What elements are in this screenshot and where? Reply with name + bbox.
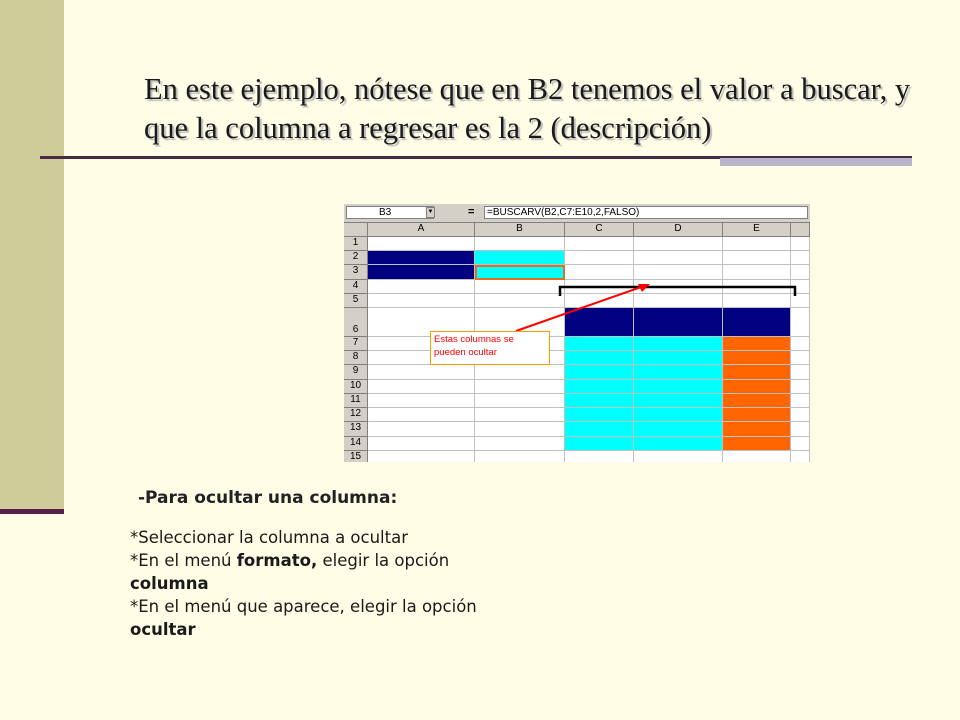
title-rule-accent [720, 158, 912, 166]
left-accent-line [0, 509, 64, 514]
step-2-cont: columna [130, 574, 209, 593]
row-header-7[interactable]: 7 [344, 337, 368, 351]
table-header[interactable] [565, 308, 634, 337]
table-cell-code[interactable] [565, 380, 634, 394]
cell[interactable] [565, 294, 634, 308]
cell[interactable] [475, 437, 565, 451]
step-3: *En el menú que aparece, elegir la opción [130, 597, 477, 616]
cell[interactable] [723, 294, 791, 308]
instructions-list [130, 526, 650, 641]
column-header-e[interactable]: E [723, 223, 791, 237]
cell[interactable] [368, 422, 475, 437]
table-cell-desc[interactable] [634, 337, 723, 351]
cell[interactable] [368, 451, 475, 462]
row-header-12[interactable]: 12 [344, 408, 368, 422]
row-header-1[interactable]: 1 [344, 237, 368, 251]
table-cell-desc[interactable] [634, 351, 723, 365]
cell[interactable] [791, 280, 810, 294]
cell[interactable] [791, 351, 810, 365]
table-cell-code[interactable] [565, 437, 634, 451]
cell[interactable] [368, 365, 475, 380]
cell[interactable] [791, 394, 810, 408]
cell[interactable] [634, 294, 723, 308]
row-header-15[interactable]: 15 [344, 451, 368, 462]
cell[interactable] [791, 365, 810, 380]
equals-sign: = [468, 206, 475, 218]
row-header-9[interactable]: 9 [344, 365, 368, 380]
formula-input[interactable]: =BUSCARV(B2,C7:E10,2,FALSO) [484, 206, 808, 219]
excel-screenshot [344, 204, 810, 462]
table-cell-code[interactable] [565, 408, 634, 422]
cell[interactable] [634, 451, 723, 462]
table-cell-rate[interactable] [723, 394, 791, 408]
cell[interactable] [565, 451, 634, 462]
cell[interactable] [565, 265, 634, 280]
row-header-13[interactable]: 13 [344, 422, 368, 437]
table-cell-code[interactable] [565, 422, 634, 437]
cell[interactable] [475, 394, 565, 408]
cell[interactable] [475, 408, 565, 422]
slide-title: En este ejemplo, nótese que en B2 tenemos el valor a buscar, y que la columna a regresar es la 2 (descripción) [144, 72, 911, 145]
cell[interactable] [634, 251, 723, 265]
chevron-down-icon[interactable]: ▼ [426, 207, 435, 218]
cell[interactable] [723, 265, 791, 280]
cell-b2[interactable] [475, 251, 565, 265]
left-accent-bar [0, 0, 64, 510]
cell[interactable] [791, 437, 810, 451]
cell[interactable] [723, 251, 791, 265]
cell-a3[interactable] [368, 265, 475, 280]
row-header-4[interactable]: 4 [344, 280, 368, 294]
column-header-c[interactable]: C [565, 223, 634, 237]
row-header-5[interactable]: 5 [344, 294, 368, 308]
cell[interactable] [475, 280, 565, 294]
table-header[interactable] [723, 308, 791, 337]
cell[interactable] [791, 422, 810, 437]
cell[interactable] [475, 451, 565, 462]
table-cell-desc[interactable] [634, 422, 723, 437]
table-cell-desc[interactable] [634, 380, 723, 394]
column-header-b[interactable]: B [475, 223, 565, 237]
cell[interactable] [368, 294, 475, 308]
row-header-8[interactable]: 8 [344, 351, 368, 365]
table-cell-rate[interactable] [723, 351, 791, 365]
cell-a2[interactable] [368, 251, 475, 265]
column-header-a[interactable]: A [368, 223, 475, 237]
table-cell-desc[interactable] [634, 394, 723, 408]
cell[interactable] [723, 237, 791, 251]
cell[interactable] [475, 422, 565, 437]
cell[interactable] [368, 380, 475, 394]
table-cell-code[interactable] [565, 394, 634, 408]
cell[interactable] [368, 408, 475, 422]
cell[interactable] [791, 408, 810, 422]
cell[interactable] [791, 308, 810, 337]
row-header-11[interactable]: 11 [344, 394, 368, 408]
cell[interactable] [634, 280, 723, 294]
row-header-3[interactable]: 3 [344, 265, 368, 280]
table-cell-rate[interactable] [723, 437, 791, 451]
table-cell-code[interactable] [565, 365, 634, 380]
table-cell-rate[interactable] [723, 422, 791, 437]
table-cell-code[interactable] [565, 351, 634, 365]
table-cell-desc[interactable] [634, 437, 723, 451]
row-header-14[interactable]: 14 [344, 437, 368, 451]
table-cell-desc[interactable] [634, 408, 723, 422]
cell[interactable] [791, 265, 810, 280]
instructions-heading: -Para ocultar una columna: [138, 488, 398, 508]
callout-note: Estas columnas se pueden ocultar [430, 331, 550, 365]
table-cell-rate[interactable] [723, 337, 791, 351]
cell[interactable] [791, 294, 810, 308]
step-2: *En el menú formato, elegir la opción [130, 551, 450, 570]
row-header-2[interactable]: 2 [344, 251, 368, 265]
cell[interactable] [634, 265, 723, 280]
cell[interactable] [475, 380, 565, 394]
table-cell-rate[interactable] [723, 408, 791, 422]
table-cell-code[interactable] [565, 337, 634, 351]
cell[interactable] [475, 294, 565, 308]
row-header-6[interactable]: 6 [344, 308, 368, 337]
column-header-blank[interactable] [791, 223, 810, 237]
step-1: *Seleccionar la columna a ocultar [130, 528, 408, 547]
table-cell-desc[interactable] [634, 365, 723, 380]
table-header[interactable] [634, 308, 723, 337]
cell[interactable] [634, 237, 723, 251]
step-3-cont: ocultar [130, 620, 196, 639]
cell[interactable] [368, 437, 475, 451]
cell[interactable] [565, 280, 634, 294]
cell[interactable] [723, 451, 791, 462]
row-header-10[interactable]: 10 [344, 380, 368, 394]
cell-b3[interactable] [475, 265, 565, 280]
cell[interactable] [368, 280, 475, 294]
cell[interactable] [368, 394, 475, 408]
cell[interactable] [475, 365, 565, 380]
cell[interactable] [565, 237, 634, 251]
table-cell-rate[interactable] [723, 365, 791, 380]
cell[interactable] [565, 251, 634, 265]
cell[interactable] [723, 280, 791, 294]
formula-bar [344, 204, 810, 223]
cell[interactable] [791, 251, 810, 265]
name-box[interactable]: B3 [346, 206, 434, 219]
cell[interactable] [791, 380, 810, 394]
cell[interactable] [791, 451, 810, 462]
cell[interactable] [475, 237, 565, 251]
column-header-d[interactable]: D [634, 223, 723, 237]
table-cell-rate[interactable] [723, 380, 791, 394]
select-all-corner[interactable] [344, 223, 368, 237]
cell[interactable] [791, 337, 810, 351]
cell[interactable] [791, 237, 810, 251]
cell[interactable] [368, 237, 475, 251]
